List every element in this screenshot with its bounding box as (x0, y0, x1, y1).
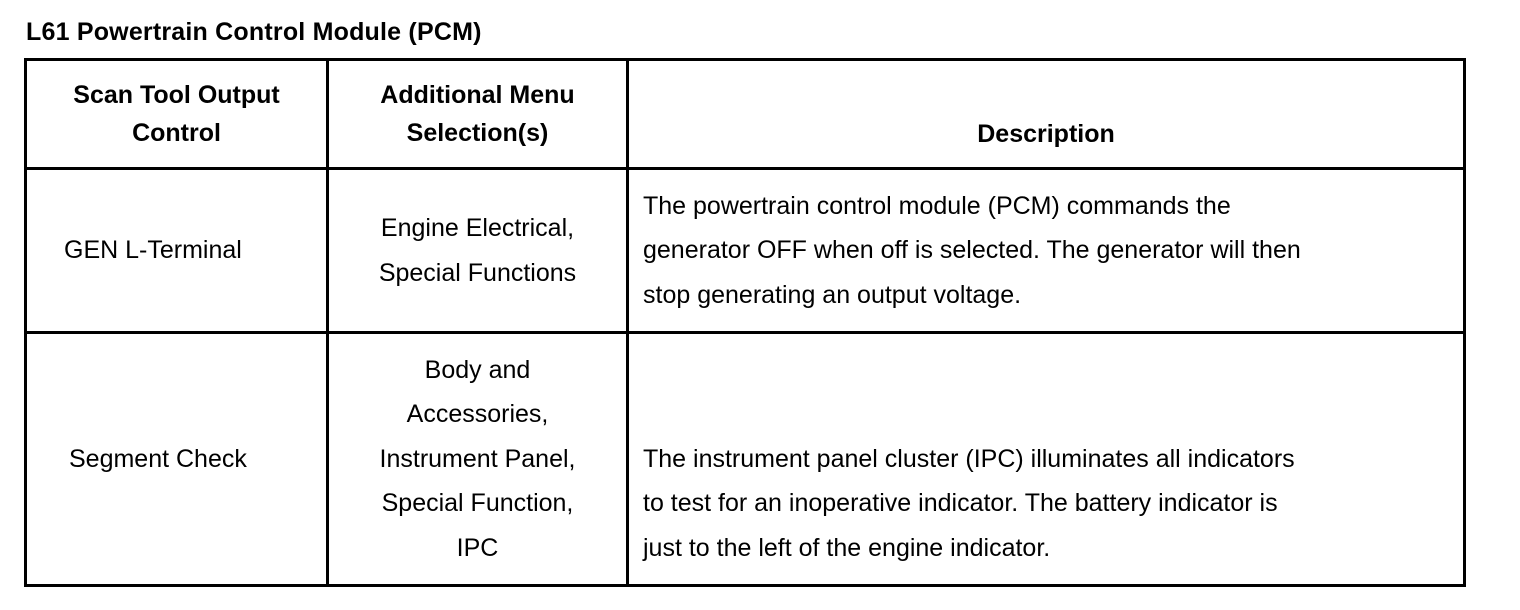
header-description: Description (628, 60, 1465, 169)
table-row (26, 169, 1465, 333)
description-line: The powertrain control module (PCM) commands the (643, 191, 1231, 220)
description-line: stop generating an output voltage. (643, 280, 1022, 309)
menu-selection-line: Accessories, (406, 400, 549, 429)
header-menu-selections-line: Selection(s) (406, 119, 549, 147)
header-output-control-line: Control (132, 119, 221, 147)
header-output-control (26, 60, 328, 169)
menu-selection-line: Engine Electrical, (380, 214, 575, 242)
header-menu-selections-line: Additional Menu (380, 81, 575, 109)
table-header-row (26, 60, 1465, 169)
description-cell (628, 333, 1465, 586)
description-line: to test for an inoperative indicator. The battery indicator is (643, 489, 1278, 517)
page-title: L61 Powertrain Control Module (PCM) (26, 18, 482, 46)
menu-selection-line: Special Function, (381, 489, 574, 518)
description-line: just to the left of the engine indicator. (643, 533, 1051, 562)
description-line: generator OFF when off is selected. The generator will then (643, 236, 1301, 265)
menu-selection-line: Body and (424, 355, 531, 384)
output-control-cell: GEN L-Terminal (26, 169, 328, 333)
menu-selection-line: IPC (456, 533, 499, 562)
output-control-cell: Segment Check (26, 333, 328, 586)
menu-selections-cell (328, 169, 628, 333)
description-cell (628, 169, 1465, 333)
table-row (26, 333, 1465, 586)
menu-selection-line: Instrument Panel, (379, 444, 576, 473)
output-control-table (24, 58, 1466, 587)
description-line: The instrument panel cluster (IPC) illuminates all indicators (643, 444, 1295, 473)
header-menu-selections (328, 60, 628, 169)
menu-selection-line: Special Functions (378, 258, 577, 287)
menu-selections-cell (328, 333, 628, 586)
header-output-control-line: Scan Tool Output (73, 81, 280, 109)
